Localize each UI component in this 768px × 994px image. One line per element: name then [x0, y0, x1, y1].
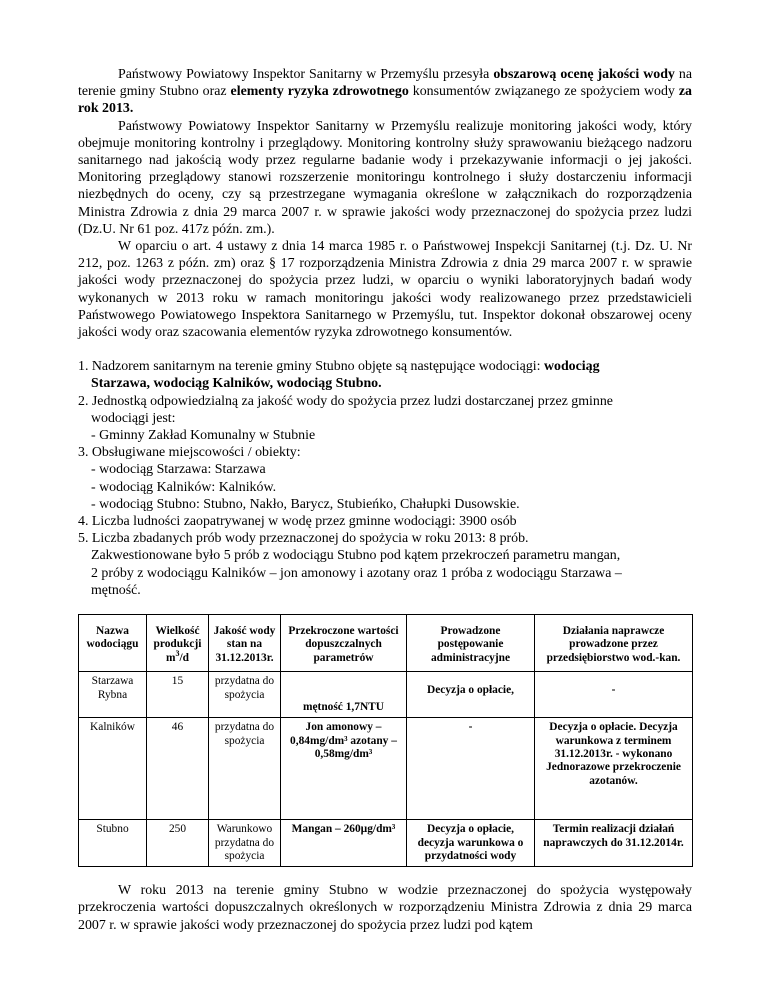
- list-item: [78, 358, 692, 392]
- text: 3. Obsługiwane miejscowości / obiekty:: [78, 445, 301, 461]
- text: - Gminny Zakład Komunalny w Stubnie: [91, 428, 316, 444]
- water-quality-table: [78, 614, 693, 867]
- cell-name: Starzawa Rybna: [79, 672, 147, 718]
- text: 2. Jednostką odpowiedzialną za jakość wody do spożycia przez ludzi dostarczanej przez gminne: [78, 393, 613, 409]
- text: 4. Liczba ludności zaopatrywanej w wodę przez gminne wodociągi: 3900 osób: [78, 514, 517, 530]
- text: Zakwestionowane było 5 prób z wodociągu Stubno pod kątem przekroczeń parametru mangan,: [91, 548, 621, 564]
- facts-list: [78, 358, 692, 599]
- header-admin: Prowadzone postępowanie administracyjne: [407, 615, 535, 672]
- cell-quality: przydatna do spożycia: [209, 718, 281, 820]
- cell-name: Kalników: [79, 718, 147, 820]
- intro-paragraph-2: Państwowy Powiatowy Inspektor Sanitarny w Przemyślu realizuje monitoring jakości wody, który obejmuje monitoring kontrolny i przeglądowy. Monitoring kontrolny służy sprawowaniu bieżącego nadzoru sanitarnego nad jakością wody przez regularne badanie wody i przekazywanie informacji o jej jakości. Monitoring przeglądowy stanowi rozszerzenie monitoringu kontrolnego i służy dostarczeniu informacji niezbędnych do oceny, czy są przestrzegane wymagania określone w załącznikach do rozporządzenia Ministra Zdrowia z dnia 29 marca 2007 r. w sprawie jakości wody przeznaczonej do spożycia przez ludzi (Dz.U. Nr 61 poz. 417z późn. zm.).: [78, 118, 692, 237]
- text: na terenie gminy Stubno oraz: [78, 67, 692, 100]
- intro-paragraph-1: [78, 66, 692, 118]
- text: konsumentów związanego ze spożyciem wody: [408, 84, 679, 100]
- text: wodociągi jest:: [91, 410, 176, 426]
- cell-exceeded: Jon amonowy – 0,84mg/dm³ azotany – 0,58mg/dm³: [281, 718, 407, 820]
- bold-text: elementy ryzyka zdrowotnego: [230, 84, 409, 100]
- text: Państwowy Powiatowy Inspektor Sanitarny w Przemyślu przesyła: [118, 67, 494, 82]
- text: - wodociąg Kalników: Kalników.: [91, 479, 277, 495]
- text: - wodociąg Stubno: Stubno, Nakło, Barycz, Stubieńko, Chałupki Dusowskie.: [91, 496, 520, 512]
- list-item: [78, 444, 692, 513]
- text: - wodociąg Starzawa: Starzawa: [91, 462, 266, 478]
- cell-name: Stubno: [79, 820, 147, 867]
- header-exceeded: Przekroczone wartości dopuszczalnych parametrów: [281, 615, 407, 672]
- bold-text: obszarową ocenę jakości wody: [493, 67, 675, 82]
- cell-production: 46: [147, 718, 209, 820]
- cell-admin: Decyzja o opłacie, decyzja warunkowa o przydatności wody: [407, 820, 535, 867]
- text: 5. Liczba zbadanych prób wody przeznaczonej do spożycia w roku 2013: 8 prób.: [78, 531, 529, 547]
- text: 1. Nadzorem sanitarnym na terenie gminy Stubno objęte są następujące wodociągi:: [78, 359, 544, 375]
- intro-paragraph-3: W oparciu o art. 4 ustawy z dnia 14 marca 1985 r. o Państwowej Inspekcji Sanitarnej (t.j. Dz. U. Nr 212, poz. 1263 z późn. zm) oraz § 17 rozporządzenia Ministra Zdrowia z dnia 29 marca 2007 r. w sprawie jakości wody przeznaczonej do spożycia przez ludzi, w oparciu o wyniki laboratoryjnych badań wody wykonanych w 2013 roku w ramach monitoringu jakości wody realizowanego przez przedstawicieli Państwowego Powiatowego Inspektora Sanitarnego w Przemyślu, tut. Inspektor dokonał obszarowej oceny jakości wody oraz szacowania elementów ryzyka zdrowotnego konsumentów.: [78, 239, 692, 341]
- table-header-row: [79, 615, 693, 672]
- header-name: Nazwa wodociągu: [79, 615, 147, 672]
- header-production: Wielkość produkcji $m^3/d$: [147, 615, 209, 672]
- cell-production: 250: [147, 820, 209, 867]
- cell-quality: przydatna do spożycia: [209, 672, 281, 718]
- list-item: [78, 513, 692, 530]
- cell-quality: Warunkowo przydatna do spożycia: [209, 820, 281, 867]
- table-row: [79, 672, 693, 718]
- table-row: [79, 718, 693, 820]
- list-item: [78, 530, 692, 599]
- table-row: [79, 820, 693, 867]
- document-body: [78, 66, 692, 599]
- text: mętność.: [91, 582, 141, 598]
- text: 2 próby z wodociągu Kalników – jon amonowy i azotany oraz 1 próba z wodociągu Starzawa –: [91, 565, 622, 581]
- cell-admin: Decyzja o opłacie,: [407, 672, 535, 718]
- bold-text: za rok 2013.: [78, 84, 692, 117]
- cell-production: 15: [147, 672, 209, 718]
- cell-admin: -: [407, 718, 535, 820]
- header-quality: Jakość wody stan na 31.12.2013r.: [209, 615, 281, 672]
- cell-actions: Decyzja o opłacie. Decyzja warunkowa z terminem 31.12.2013r. - wykonano Jednorazowe przekroczenie azotanów.: [535, 718, 693, 820]
- bold-text: wodociąg: [543, 359, 600, 375]
- header-actions: Działania naprawcze prowadzone przez przedsiębiorstwo wod.-kan.: [535, 615, 693, 672]
- cell-exceeded: mętność 1,7NTU: [281, 672, 407, 718]
- list-item: [78, 393, 692, 445]
- bold-text: Starzawa, wodociąg Kalników, wodociąg Stubno.: [91, 376, 382, 392]
- closing-paragraph: W roku 2013 na terenie gminy Stubno w wodzie przeznaczonej do spożycia występowały przekroczenia wartości dopuszczalnych określonych w rozporządzeniu Ministra Zdrowia z dnia 29 marca 2007 r. w sprawie jakości wody przeznaczonej do spożycia przez ludzi pod kątem: [78, 883, 692, 933]
- cell-actions: Termin realizacji działań naprawczych do 31.12.2014r.: [535, 820, 693, 867]
- cell-actions: -: [535, 672, 693, 718]
- cell-exceeded: Mangan – 260µg/dm³: [281, 820, 407, 867]
